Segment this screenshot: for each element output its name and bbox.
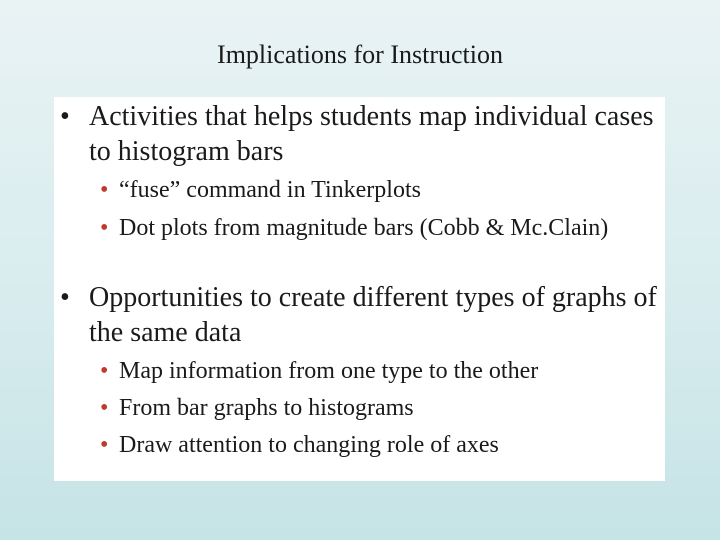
sub-bullet-2-3 (100, 430, 655, 461)
main-bullet-text: Opportunities to create different types of graphs of the same data (89, 282, 657, 348)
sub-bullet-text: Draw attention to changing role of axes (119, 432, 499, 458)
main-bullet-text: Activities that helps students map individual cases to histogram bars (89, 101, 654, 167)
sub-bullet-text: “fuse” command in Tinkerplots (119, 177, 421, 203)
sub-bullet-text: Dot plots from magnitude bars (Cobb & Mc.Clain) (119, 215, 609, 241)
sub-bullet-2-1 (100, 356, 655, 387)
sub-bullet-dot-icon: • (100, 215, 109, 241)
sub-bullet-text: From bar graphs to histograms (119, 395, 414, 421)
bullet-dot-icon: • (60, 282, 70, 313)
slide-title: Implications for Instruction (217, 40, 503, 69)
sub-bullet-dot-icon: • (100, 177, 109, 203)
sub-bullet-dot-icon: • (100, 432, 109, 458)
sub-bullet-dot-icon: • (100, 395, 109, 421)
content-box (54, 97, 665, 481)
sub-bullet-1-1 (100, 175, 655, 206)
bullet-dot-icon: • (60, 101, 70, 132)
main-bullet-1 (60, 99, 660, 169)
sub-bullet-text: Map information from one type to the other (119, 358, 539, 384)
sub-bullet-1-2 (100, 213, 655, 244)
sub-bullet-2-2 (100, 393, 655, 424)
sub-bullet-dot-icon: • (100, 358, 109, 384)
main-bullet-2 (60, 280, 660, 350)
